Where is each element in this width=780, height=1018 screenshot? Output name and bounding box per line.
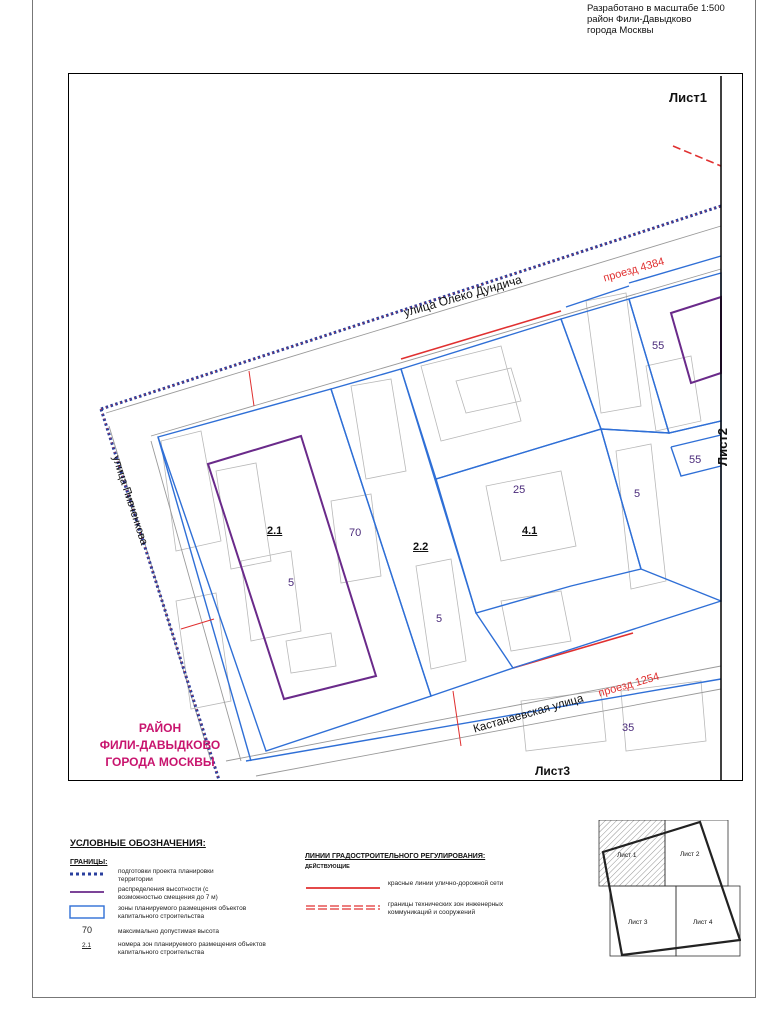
district-label-line-3: ГОРОДА МОСКВЫ — [105, 755, 215, 769]
zone-number-4-1: 4.1 — [522, 525, 538, 537]
sheet-label-bottom: Лист3 — [535, 764, 571, 778]
legend-item-zone-numbers: номера зон планируемого размещения объектов капитального строительства — [118, 941, 266, 956]
legend-boundaries-title: ГРАНИЦЫ: — [70, 859, 108, 866]
district-label — [75, 720, 245, 771]
legend-value-zone-number: 2.1 — [82, 942, 92, 949]
regulation-legend — [305, 853, 525, 870]
scale-note — [587, 3, 725, 36]
street-label-kastanaevskaya: Кастанаевская улица — [472, 692, 585, 736]
key-map — [598, 820, 741, 958]
legend-item-height-boundary: распределения высотности (с возможностью смещения до 7 м) — [118, 886, 218, 901]
legend-item-zones: зоны планируемого размещения объектов капитального строительства — [118, 905, 247, 920]
regulation-title: ЛИНИИ ГРАДОСТРОИТЕЛЬНОГО РЕГУЛИРОВАНИЯ: — [305, 853, 486, 860]
street-label-proezd-4384: проезд 4384 — [602, 255, 666, 285]
scale-note-line-1: Разработано в масштабе 1:500 — [587, 3, 725, 14]
key-label-sheet-1: Лист 1 — [617, 852, 637, 859]
height-boundaries — [208, 297, 721, 699]
legend-item-max-height: максимально допустимая высота — [118, 928, 219, 935]
district-label-line-2: ФИЛИ-ДАВЫДКОВО — [99, 738, 221, 752]
legend-item-red-line: красные линии улично-дорожной сети — [388, 880, 504, 887]
legend-item-project-boundary: подготовки проекта планировки территории — [118, 868, 214, 883]
height-value: 55 — [652, 340, 665, 352]
street-label-oleko-dundicha: улица Олеко Дундича — [402, 272, 524, 320]
district-label-line-1: РАЙОН — [138, 721, 182, 735]
street-label-pivchenkova: улица Пивченкова — [109, 454, 150, 547]
height-value: 5 — [288, 577, 295, 589]
key-label-sheet-2: Лист 2 — [680, 851, 700, 858]
project-boundary — [101, 206, 721, 780]
height-value: 35 — [622, 722, 635, 734]
height-value: 70 — [349, 527, 362, 539]
regulation-subtitle: ДЕЙСТВУЮЩИЕ — [305, 864, 350, 870]
regulation-symbols — [304, 880, 384, 920]
key-label-sheet-4: Лист 4 — [693, 919, 713, 926]
red-lines — [401, 146, 721, 668]
street-label-proezd-1254: проезд 1254 — [597, 670, 661, 700]
legend-title: УСЛОВНЫЕ ОБОЗНАЧЕНИЯ: — [70, 838, 206, 849]
zone-number-2-2: 2.2 — [413, 541, 429, 553]
scale-note-line-2: район Фили-Давыдково — [587, 14, 692, 25]
sheet-label-right: Лист2 — [715, 428, 730, 466]
sheet-label-top: Лист1 — [669, 90, 707, 105]
height-value: 5 — [436, 613, 443, 625]
legend-item-tech-zone: границы технических зон инженерных коммуникаций и сооружений — [388, 901, 504, 916]
key-label-sheet-3: Лист 3 — [628, 919, 648, 926]
scale-note-line-3: города Москвы — [587, 25, 654, 36]
height-value: 5 — [634, 488, 641, 500]
zone-symbol — [70, 906, 104, 918]
map-frame — [68, 73, 743, 781]
legend-value-height: 70 — [82, 925, 93, 935]
height-value: 55 — [689, 454, 702, 466]
height-value: 25 — [513, 484, 526, 496]
zone-number-2-1: 2.1 — [267, 525, 283, 537]
